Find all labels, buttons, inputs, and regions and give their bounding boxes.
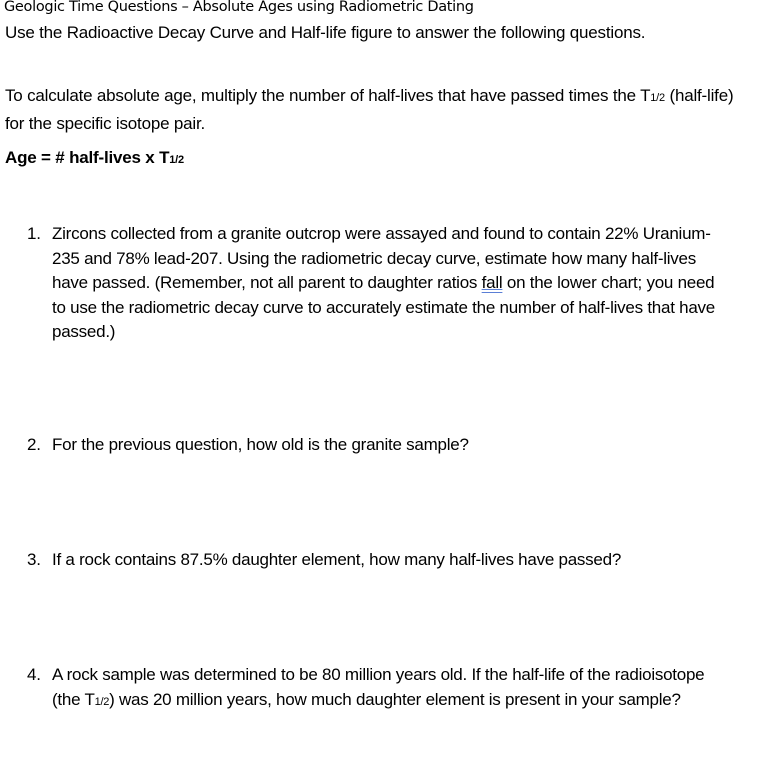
question-text: For the previous question, how old is the granite sample?	[52, 435, 469, 454]
age-formula-text: Age = # half-lives x T	[5, 148, 170, 167]
question-number: 1.	[27, 224, 41, 243]
age-formula	[5, 145, 184, 173]
calculation-text-before: To calculate absolute age, multiply the number of half-lives that have passed times the T	[5, 86, 651, 105]
question-text: If a rock contains 87.5% daughter element, how many half-lives have passed?	[52, 550, 622, 569]
page-header-title: Geologic Time Questions – Absolute Ages using Radiometric Dating	[4, 0, 474, 15]
question-number: 3.	[27, 550, 41, 569]
calculation-text-after: (half-life) for the specific isotope pair.	[5, 86, 734, 133]
spellcheck-flagged-word[interactable]: fall	[481, 273, 503, 292]
question-number: 2.	[27, 435, 41, 454]
question-text	[52, 222, 727, 345]
question-4-subscript: 1/2	[94, 695, 110, 708]
intro-paragraph: Use the Radioactive Decay Curve and Half-life figure to answer the following questions.	[5, 23, 646, 42]
question-text	[52, 663, 727, 714]
question-1-text-before: Zircons collected from a granite outcrop were assayed and found to contain 22% Uranium-235 and 78% lead-207. Using the radiometric decay curve, estimate how many half-lives have passed. (Remember, not all parent to daughter ratios	[52, 224, 711, 292]
calculation-paragraph	[5, 83, 740, 136]
question-4-text-after: ) was 20 million years, how much daughter element is present in your sample?	[109, 689, 681, 709]
question-4-text-before: A rock sample was determined to be 80 million years old. If the half-life of the radioisotope (the T	[52, 665, 705, 709]
calculation-subscript: 1/2	[650, 92, 665, 104]
age-formula-subscript: 1/2	[169, 154, 184, 166]
question-number: 4.	[27, 665, 41, 684]
question-1-text-after: on the lower chart; you need to use the radiometric decay curve to accurately estimate the number of half-lives that have passed.)	[52, 273, 716, 341]
